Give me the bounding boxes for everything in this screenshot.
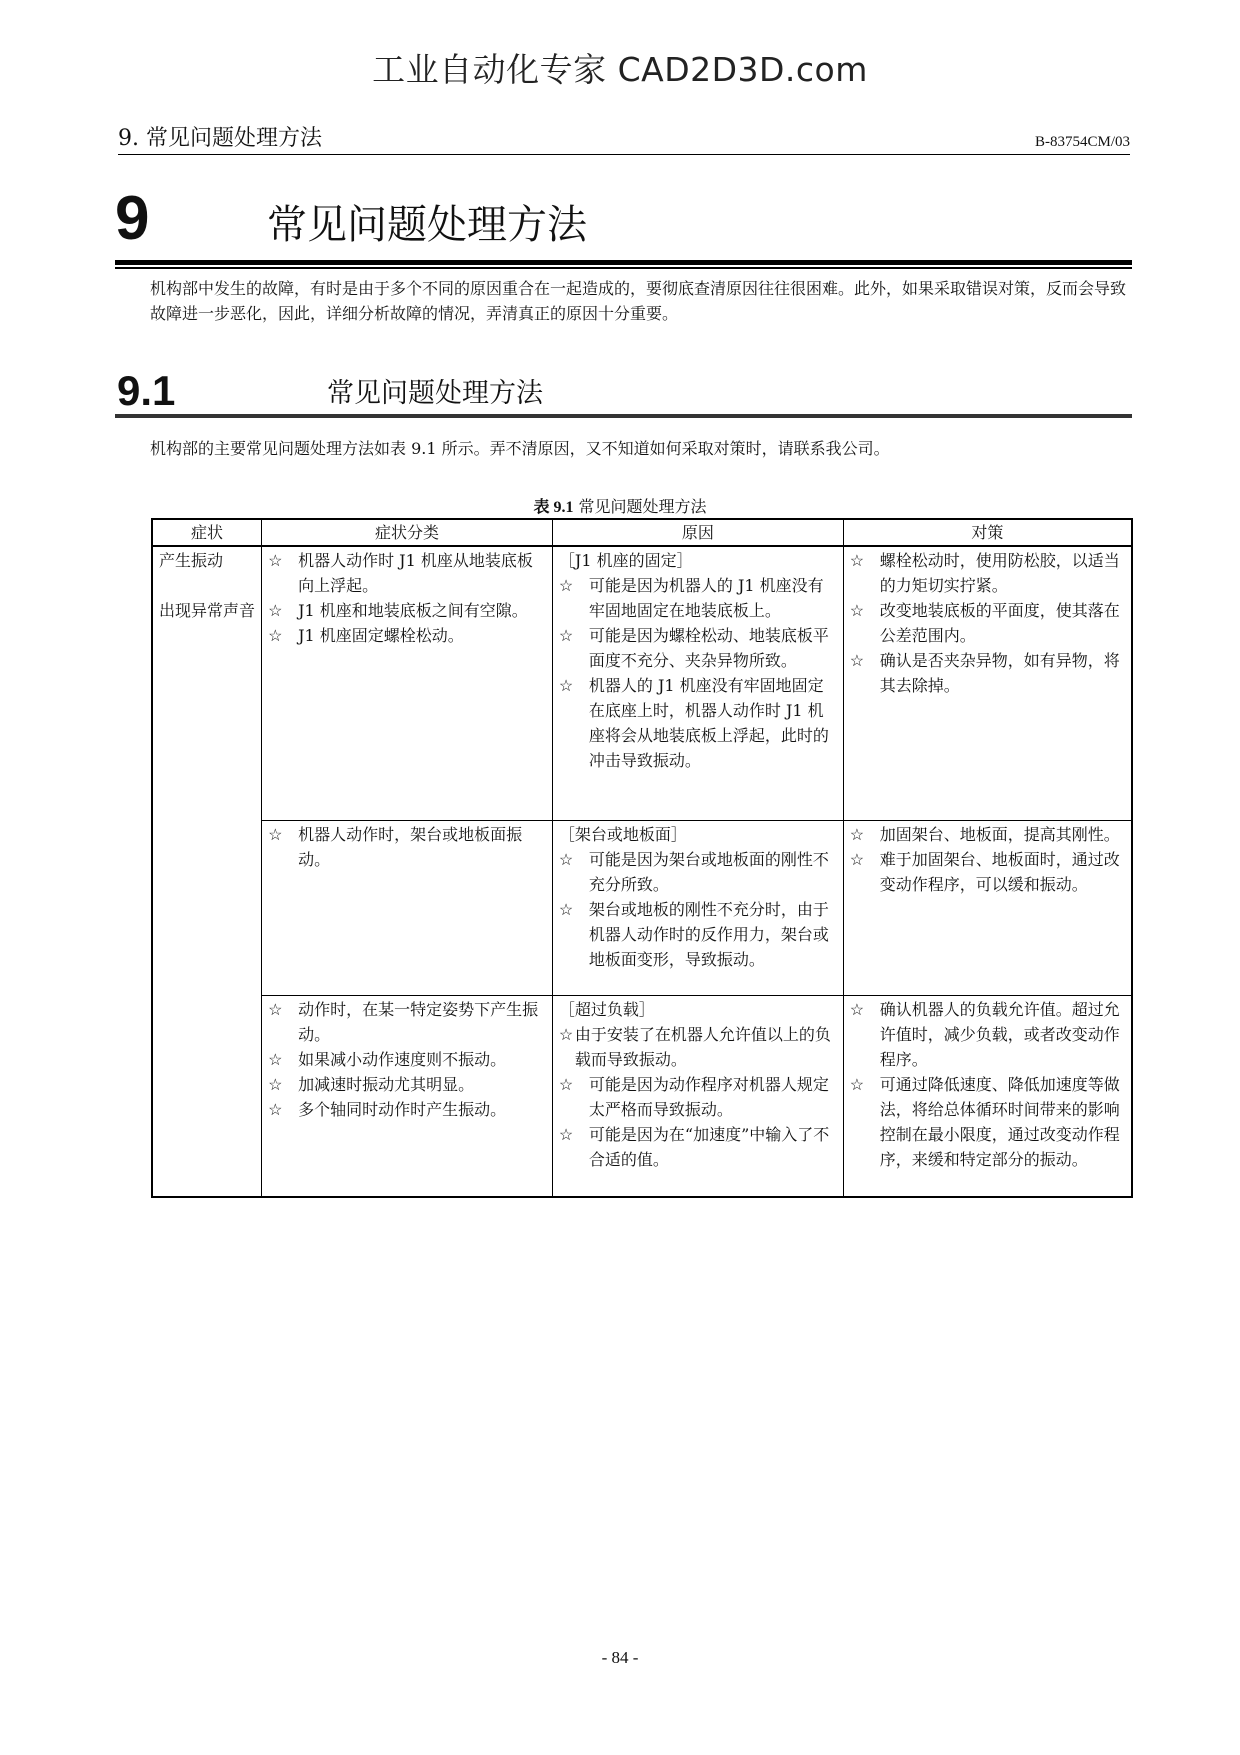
chapter-heading [115, 180, 1132, 274]
symptom-noise: 出现异常声音 [159, 601, 256, 620]
classification-cell [262, 546, 553, 820]
star-icon: ☆ [849, 551, 865, 570]
running-header [118, 122, 1130, 155]
list-item: ☆ 架台或地板的刚性不充分时，由于机器人动作时的反作用力，架台或地板面变形，导致振动。 [559, 897, 839, 972]
list-item: ☆ 加固架台、地板面，提高其刚性。 [850, 822, 1127, 847]
list-item: ☆ 多个轴同时动作时产生振动。 [268, 1097, 548, 1122]
table-caption-label: 表 9.1 [533, 499, 574, 516]
star-icon: ☆ [268, 999, 283, 1019]
list-item: ☆ 改变地装底板的平面度，使其落在公差范围内。 [850, 598, 1127, 648]
header-symptom: 症状 [152, 519, 262, 546]
star-icon: ☆ [558, 1024, 574, 1044]
section-number: 9.1 [117, 367, 176, 414]
list-item: ☆ 可能是因为在“加速度”中输入了不合适的值。 [559, 1122, 839, 1172]
chapter-intro: 机构部中发生的故障，有时是由于多个不同的原因重合在一起造成的，要彻底查清原因往往很困难。此外，如果采取错误对策，反而会导致故障进一步恶化，因此，详细分析故障的情况，弄清真正的原因十分重要。 [150, 279, 1127, 323]
star-icon: ☆ [849, 824, 865, 844]
cause-cell [552, 546, 843, 820]
star-icon: ☆ [849, 1074, 865, 1094]
star-icon: ☆ [558, 1124, 574, 1144]
list-item: ☆ 机器人的 J1 机座没有牢固地固定在底座上时，机器人动作时 J1 机座将会从地装底板上浮起，此时的冲击导致振动。 [559, 673, 839, 773]
list-item: ☆ 可能是因为架台或地板面的刚性不充分所致。 [559, 847, 839, 897]
document-code: B-83754CM/03 [1034, 134, 1130, 150]
list-item: ☆ 螺栓松动时，使用防松胶，以适当的力矩切实拧紧。 [850, 548, 1127, 598]
table-header-row [152, 519, 1132, 546]
list-item: ☆ 如果减小动作速度则不振动。 [268, 1047, 548, 1072]
section-intro: 机构部的主要常见问题处理方法如表 9.1 所示。弄不清原因，又不知道如何采取对策时，请联系我公司。 [150, 439, 890, 458]
classification-cell [262, 820, 553, 995]
star-icon: ☆ [268, 626, 283, 645]
running-header-chapter: 9. 常见问题处理方法 [118, 126, 322, 151]
header-action: 对策 [843, 519, 1132, 546]
action-cell [843, 546, 1132, 820]
header-cause: 原因 [552, 519, 843, 546]
troubleshooting-table [151, 518, 1133, 1198]
header-classification: 症状分类 [262, 519, 553, 546]
star-icon: ☆ [268, 1099, 283, 1119]
chapter-rule [115, 260, 1132, 265]
list-item: ☆ 可能是因为机器人的 J1 机座没有牢固地固定在地装底板上。 [559, 573, 839, 623]
list-item: ☆ 可能是因为螺栓松动、地装底板平面度不充分、夹杂异物所致。 [559, 623, 839, 673]
star-icon: ☆ [558, 676, 574, 695]
star-icon: ☆ [268, 601, 283, 620]
star-icon: ☆ [558, 899, 574, 919]
list-item: ☆ 机器人动作时 J1 机座从地装底板向上浮起。 [268, 548, 548, 598]
action-cell [843, 820, 1132, 995]
list-item: ☆ 确认机器人的负载允许值。超过允许值时，减少负载，或者改变动作程序。 [850, 997, 1127, 1072]
list-item: ☆ J1 机座和地装底板之间有空隙。 [268, 598, 548, 623]
list-item: ☆ J1 机座固定螺栓松动。 [268, 623, 548, 648]
section-heading [115, 366, 1132, 424]
star-icon: ☆ [558, 576, 574, 595]
table-caption [0, 494, 1240, 517]
star-icon: ☆ [558, 626, 574, 645]
symptom-vibration: 产生振动 [159, 551, 224, 570]
section-rule [115, 414, 1132, 418]
star-icon: ☆ [849, 651, 865, 670]
classification-cell [262, 995, 553, 1197]
star-icon: ☆ [268, 1049, 283, 1069]
star-icon: ☆ [558, 1074, 574, 1094]
page-number: - 84 - [601, 1648, 639, 1667]
chapter-number: 9 [115, 184, 150, 253]
star-icon: ☆ [268, 551, 283, 570]
chapter-title: 常见问题处理方法 [267, 202, 587, 248]
cause-heading: ［J1 机座的固定］ [558, 551, 693, 570]
table-row [152, 820, 1132, 995]
cause-heading: ［架台或地板面］ [558, 824, 687, 844]
star-icon: ☆ [849, 999, 865, 1019]
list-item: ☆ 由于安装了在机器人允许值以上的负载而导致振动。 [559, 1022, 839, 1072]
list-item: ☆ 可能是因为动作程序对机器人规定太严格而导致振动。 [559, 1072, 839, 1122]
list-item: ☆ 动作时，在某一特定姿势下产生振动。 [268, 997, 548, 1047]
list-item: ☆ 可通过降低速度、降低加速度等做法，将给总体循环时间带来的影响控制在最小限度，通过改变动作程序，来缓和特定部分的振动。 [850, 1072, 1127, 1172]
table-caption-title: 常见问题处理方法 [578, 497, 707, 516]
star-icon: ☆ [268, 824, 283, 844]
list-item: ☆ 难于加固架台、地板面时，通过改变动作程序，可以缓和振动。 [850, 847, 1127, 897]
list-item: ☆ 确认是否夹杂异物，如有异物，将其去除掉。 [850, 648, 1127, 698]
chapter-rule-thin [115, 267, 1132, 269]
table-row [152, 546, 1132, 820]
cause-heading: ［超过负载］ [558, 999, 655, 1019]
symptom-cell [152, 546, 262, 1197]
list-item: ☆ 机器人动作时，架台或地板面振动。 [268, 822, 548, 872]
cause-cell [552, 995, 843, 1197]
star-icon: ☆ [849, 849, 865, 869]
cause-cell [552, 820, 843, 995]
star-icon: ☆ [268, 1074, 283, 1094]
section-title: 常见问题处理方法 [327, 378, 543, 409]
watermark: 工业自动化专家 CAD2D3D.com [372, 50, 868, 89]
star-icon: ☆ [849, 601, 865, 620]
action-cell [843, 995, 1132, 1197]
table-row [152, 995, 1132, 1197]
list-item: ☆ 加减速时振动尤其明显。 [268, 1072, 548, 1097]
star-icon: ☆ [558, 849, 574, 869]
